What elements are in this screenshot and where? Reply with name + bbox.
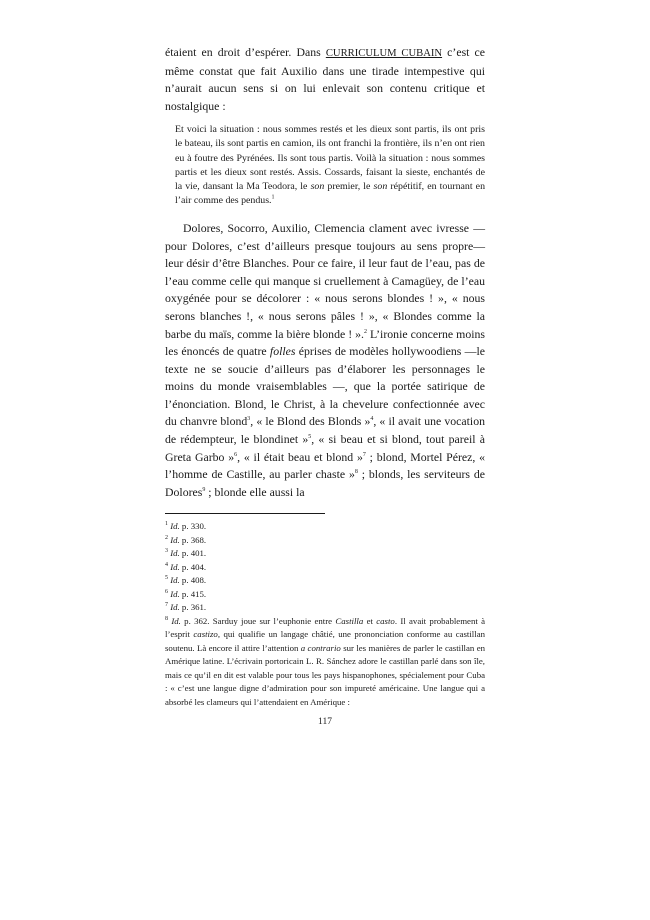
footnote bbox=[165, 588, 485, 602]
emphasis: casto bbox=[376, 615, 395, 626]
footnote-ref[interactable]: 7 bbox=[362, 451, 366, 458]
footnote-number: 1 bbox=[165, 521, 168, 528]
emphasis: castizo bbox=[193, 629, 218, 640]
text: éprises de modèles hollywoodiens —le texte ne se soucie d’ailleurs pas d’élaborer les personnages le moins du monde vraisemblables —, que la portée satirique de l’énonciation. Blond, le Christ, à la chevelure confectionnée avec du chanvre blond bbox=[165, 344, 485, 429]
ibid: Id. bbox=[171, 615, 181, 626]
text: c’est ce même constat que fait Auxilio dans une tirade intempestive qui n’aurait aucun sens si on lui enlevait son contenu critique et nostalgique : bbox=[165, 45, 486, 113]
footnote-text: p. 368. bbox=[179, 534, 207, 545]
page-number: 117 bbox=[318, 717, 332, 728]
footnote-number: 3 bbox=[165, 548, 168, 555]
text: Dolores, Socorro, Auxilio, Clemencia clament avec ivresse — pour Dolores, c’est d’ailleurs presque toujours au sens propre— leur désir d’être Blanches. Pour ce faire, il leur faut de l’eau, pas de l’eau comme celle qui manque si cruellement à Camagüey, de l’eau oxygénée pour se décolorer : « nous serons blondes ! », « nous serons blanches !, « nous serons pâles ! », « Blondes comme la barbe du maïs, comme la bière blonde ! ». bbox=[165, 220, 485, 341]
footnote-number: 8 bbox=[165, 616, 168, 623]
footnote-number: 6 bbox=[165, 589, 168, 596]
emphasis: Castilla bbox=[335, 615, 364, 626]
ibid: Id. bbox=[170, 561, 180, 572]
footnote-text: p. 415. bbox=[179, 588, 207, 599]
footnote-text: p. 361. bbox=[179, 602, 207, 613]
footnote-text: p. 401. bbox=[179, 548, 207, 559]
ibid: Id. bbox=[170, 602, 180, 613]
text: ; blonds, les serviteurs de Dolores bbox=[165, 467, 485, 499]
ibid: Id. bbox=[170, 588, 180, 599]
footnote-number: 2 bbox=[165, 535, 168, 542]
footnote bbox=[165, 547, 485, 561]
footnote-number: 5 bbox=[165, 575, 168, 582]
text: , « si beau et si blond, tout pareil à Greta Garbo » bbox=[165, 432, 485, 464]
text: étaient en droit d’espérer. Dans bbox=[165, 45, 326, 59]
paragraph-intro bbox=[165, 44, 485, 115]
paragraph-body bbox=[165, 220, 485, 502]
page-content bbox=[165, 44, 485, 727]
footnote-ref[interactable]: 3 bbox=[247, 416, 251, 423]
footnote-ref[interactable]: 8 bbox=[354, 469, 358, 476]
emphasis: son bbox=[373, 180, 388, 192]
text: , « il avait une vocation de rédempteur, le blondinet » bbox=[165, 414, 485, 447]
ibid: Id. bbox=[170, 534, 180, 545]
footnote-number: 7 bbox=[165, 602, 168, 609]
footnote-ref[interactable]: 4 bbox=[370, 416, 374, 423]
footnote-ref[interactable]: 6 bbox=[234, 451, 238, 458]
footnote-ref[interactable]: 9 bbox=[202, 486, 206, 493]
footnote-ref[interactable]: 5 bbox=[308, 434, 312, 441]
footnotes bbox=[165, 520, 485, 709]
block-quote bbox=[175, 123, 485, 208]
footnote-text: . Il avait probablement à l’esprit bbox=[165, 615, 486, 640]
footnote-text: et bbox=[363, 615, 377, 626]
footnote bbox=[165, 574, 485, 588]
emphasis: folles bbox=[269, 344, 296, 359]
text: ; blonde elle aussi la bbox=[205, 484, 305, 499]
text: Et voici la situation : nous sommes restés et les dieux sont partis, ils ont pris le bateau, ils sont partis en camion, ils ont franchi la frontière, ils n’en ont rien eu à foutre des Pyrénées. Ils sont tous partis. Voilà la situation : nous sommes partis et les dieux sont restés. Assis. Cossards, faisant la sieste, enchantés de la vie, dansant la Ma Teodora, le bbox=[175, 124, 485, 192]
footnote-ref[interactable]: 2 bbox=[364, 328, 367, 335]
footnote bbox=[165, 534, 485, 548]
footnote bbox=[165, 561, 485, 575]
footnote-text: , qui qualifie un langage châtié, une prononciation conforme au castillan soutenu. Là encore il attire l’attention bbox=[165, 629, 485, 653]
footnote bbox=[165, 520, 485, 534]
footnote-number: 4 bbox=[165, 562, 168, 569]
text: L’ironie concerne moins les énoncés de quatre bbox=[165, 326, 486, 359]
footnote-text: p. 330. bbox=[179, 521, 207, 532]
book-title: CURRICULUM CUBAIN bbox=[325, 48, 443, 59]
footnote bbox=[165, 615, 485, 710]
text: premier, le bbox=[324, 180, 374, 192]
text: répétitif, en tournant en l’air comme des pendus. bbox=[175, 180, 486, 206]
text: , « le Blond des Blonds » bbox=[250, 414, 371, 429]
footnote-ref[interactable]: 1 bbox=[271, 194, 275, 201]
footnote-text: sur les manières de parler le castillan en Amérique latine. L’écrivain portoricain L. R. Sánchez adore le castillan parlé dans son île, mais ce qu’il en dit est valable pour tous les pays hispanophones, spécialement pour Cuba : « c’est une langue digne d’admiration pour son impureté américaine. Une langue qui a absorbé les clameurs qui l’attendaient en Amérique : bbox=[165, 642, 485, 707]
ibid: Id. bbox=[170, 575, 180, 586]
footnote-text: p. 404. bbox=[179, 561, 207, 572]
text: , « il était beau et blond » bbox=[237, 449, 363, 464]
ibid: Id. bbox=[170, 548, 180, 559]
footnote-divider bbox=[165, 513, 325, 514]
footnote bbox=[165, 601, 485, 615]
emphasis: a contrario bbox=[300, 642, 341, 653]
text: ; blond, Mortel Pérez, « l’homme de Castille, au parler chaste » bbox=[165, 449, 486, 482]
footnote-text: p. 362. Sarduy joue sur l’euphonie entre bbox=[180, 615, 336, 626]
ibid: Id. bbox=[170, 521, 180, 532]
footnote-text: p. 408. bbox=[179, 575, 207, 586]
emphasis: son bbox=[310, 180, 325, 192]
